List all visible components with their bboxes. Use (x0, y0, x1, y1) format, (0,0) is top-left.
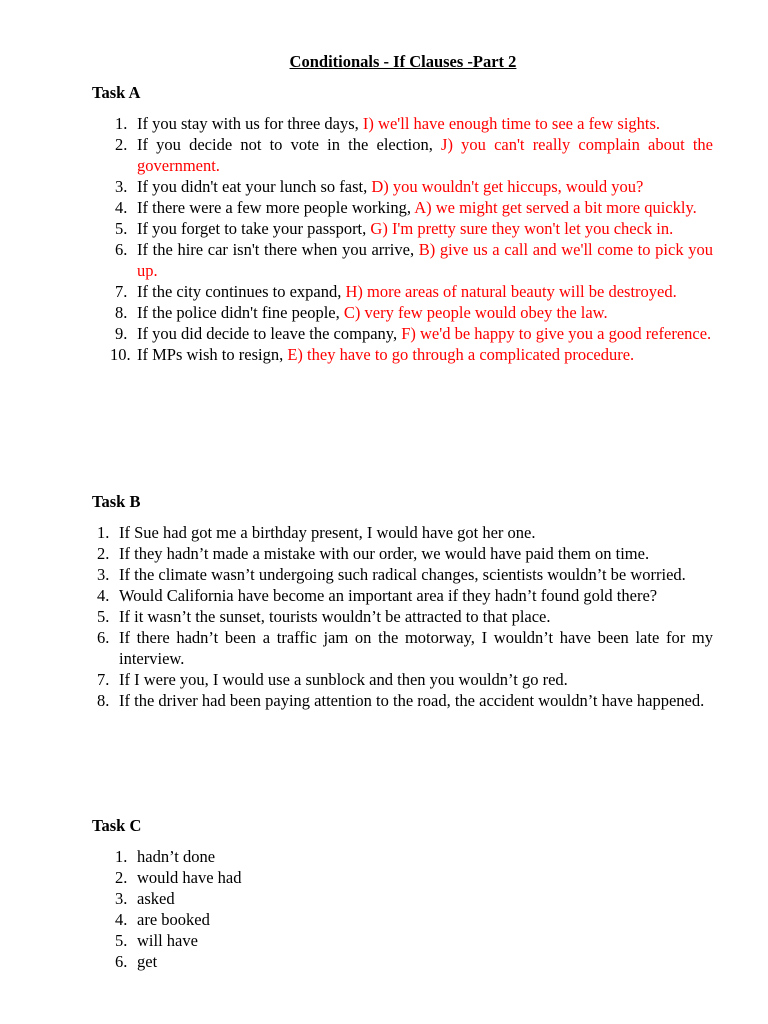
item-text: would have had (137, 868, 242, 887)
task-a-heading: Task A (92, 83, 141, 102)
item-number: 4. (115, 198, 128, 217)
item-answer: C) very few people would obey the law. (343, 303, 608, 322)
list-item (115, 930, 437, 951)
list-item (115, 888, 437, 909)
task-b-list (97, 522, 713, 711)
item-number: 2. (115, 135, 128, 154)
list-item (115, 909, 437, 930)
item-number: 1. (115, 114, 128, 133)
item-text: If the driver had been paying attention to the road, the accident wouldn’t have happened. (119, 691, 705, 710)
item-number: 7. (97, 670, 110, 689)
list-item (115, 134, 713, 176)
item-text: If the climate wasn’t undergoing such radical changes, scientists wouldn’t be worried. (119, 565, 686, 584)
item-number: 5. (115, 931, 128, 950)
list-item (115, 323, 713, 344)
item-number: 1. (97, 523, 110, 542)
item-text: get (137, 952, 158, 971)
item-text: If they hadn’t made a mistake with our order, we would have paid them on time. (119, 544, 650, 563)
item-text: Would California have become an important area if they hadn’t found gold there? (119, 586, 658, 605)
item-number: 7. (115, 282, 128, 301)
item-number: 6. (115, 952, 128, 971)
list-item (115, 302, 713, 323)
list-item (97, 564, 713, 585)
list-item (115, 867, 437, 888)
item-number: 5. (115, 219, 128, 238)
list-item (115, 113, 713, 134)
item-text: If Sue had got me a birthday present, I would have got her one. (119, 523, 536, 542)
item-answer: I) we'll have enough time to see a few sights. (362, 114, 661, 133)
item-number: 8. (115, 303, 128, 322)
item-number: 1. (115, 847, 128, 866)
item-text: will have (137, 931, 198, 950)
list-item (97, 627, 713, 669)
item-answer: B) give us a call and we'll come to pick you up. (137, 240, 713, 280)
list-item (97, 606, 713, 627)
task-c-heading: Task C (92, 816, 142, 835)
item-answer: F) we'd be happy to give you a good reference. (401, 324, 712, 343)
item-text: hadn’t done (137, 847, 216, 866)
list-item (115, 197, 713, 218)
item-text: If the city continues to expand, (137, 282, 346, 301)
list-item (115, 281, 713, 302)
item-text: If it wasn’t the sunset, tourists wouldn’t be attracted to that place. (119, 607, 551, 626)
item-number: 6. (115, 240, 128, 259)
item-text: asked (137, 889, 175, 908)
item-text: If you didn't eat your lunch so fast, (137, 177, 372, 196)
item-number: 8. (97, 691, 110, 710)
item-text: are booked (137, 910, 210, 929)
item-text: If there hadn’t been a traffic jam on the motorway, I wouldn’t have been late for my interview. (119, 628, 713, 668)
item-text: If there were a few more people working, (137, 198, 415, 217)
list-item (97, 669, 713, 690)
item-number: 3. (115, 889, 128, 908)
item-number: 2. (97, 544, 110, 563)
item-number: 4. (97, 586, 110, 605)
item-text: If you decide not to vote in the election, (137, 135, 442, 154)
list-item (115, 239, 713, 281)
task-b-heading: Task B (92, 492, 141, 511)
list-item (97, 522, 713, 543)
list-item (115, 176, 713, 197)
item-number: 5. (97, 607, 110, 626)
item-number: 3. (115, 177, 128, 196)
list-item (110, 344, 713, 365)
item-text: If you did decide to leave the company, (137, 324, 402, 343)
item-text: If MPs wish to resign, (137, 345, 288, 364)
item-number: 2. (115, 868, 128, 887)
item-number: 3. (97, 565, 110, 584)
item-number: 10. (110, 345, 131, 364)
list-item (97, 690, 713, 711)
item-answer: A) we might get served a bit more quickly. (414, 198, 697, 217)
item-text: If I were you, I would use a sunblock and then you wouldn’t go red. (119, 670, 568, 689)
item-answer: E) they have to go through a complicated procedure. (287, 345, 635, 364)
item-number: 4. (115, 910, 128, 929)
task-c-list (115, 846, 437, 972)
list-item (115, 951, 437, 972)
item-text: If you forget to take your passport, (137, 219, 371, 238)
list-item (97, 585, 713, 606)
item-text: If the hire car isn't there when you arrive, (137, 240, 419, 259)
list-item (115, 846, 437, 867)
item-number: 9. (115, 324, 128, 343)
list-item (115, 218, 713, 239)
list-item (97, 543, 713, 564)
item-answer: G) I'm pretty sure they won't let you check in. (370, 219, 674, 238)
page-title: Conditionals - If Clauses -Part 2 (289, 52, 517, 71)
item-answer: H) more areas of natural beauty will be destroyed. (345, 282, 677, 301)
item-answer: D) you wouldn't get hiccups, would you? (371, 177, 644, 196)
item-text: If you stay with us for three days, (137, 114, 363, 133)
item-answer: J) you can't really complain about the government. (137, 135, 713, 175)
task-a-list (110, 113, 713, 365)
item-number: 6. (97, 628, 110, 647)
item-text: If the police didn't fine people, (137, 303, 344, 322)
